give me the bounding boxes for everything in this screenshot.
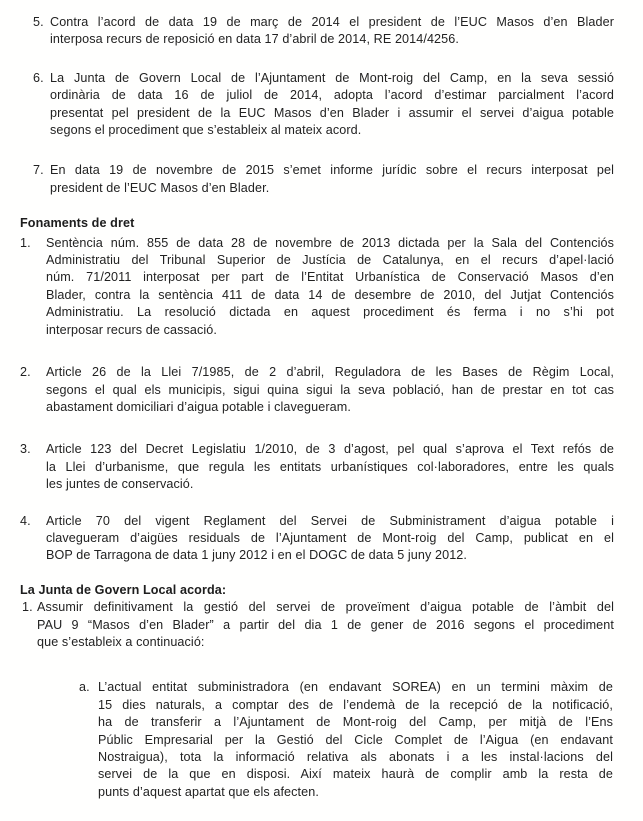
text-line: Públic Empresarial per la Gestió del Cicle Complet de l’Aigua (en endavant [98,732,613,747]
text-line: president de l’EUC Masos d’en Blader. [50,180,270,195]
item-text [46,364,614,416]
text-line: BOP de Tarragona de data 1 juny 2012 i en el DOGC de data 5 juny 2012. [46,548,468,563]
text-line: servei de la que en disposi. Així mateix haurà de complir amb la resta de [98,767,613,782]
text-line: Administratiu del Tribunal Superior de Justícia de Catalunya, en el recurs d’apel·lació [46,253,614,268]
item-number: 1. [22,600,33,615]
item-text [50,70,614,140]
heading-junta-acorda: La Junta de Govern Local acorda: [20,582,227,597]
item-text [46,235,614,339]
text-line: la Llei d’urbanisme, que regula les entitats urbanístiques col·laboradores, entre les quals [46,459,614,474]
item-number: 5. [33,15,44,29]
text-line: ha de transferir a l’Ajuntament de Mont-roig del Camp, per mitjà de l’Ens [98,715,613,730]
text-line: Blader, contra la sentència 411 de data 14 de desembre de 2010, del Jutjat Contenciós [46,287,614,302]
text-line: presentat pel president de la EUC Masos d’en Blader i assumir el servei d’aigua potable [50,105,614,120]
text-line: Assumir definitivament la gestió del servei de proveïment d’aigua potable de l’àmbit del [37,600,614,615]
text-line: Article 70 del vigent Reglament del Servei de Subministrament d’aigua potable i [46,513,614,528]
item-text [50,14,614,49]
item-text [50,162,614,197]
text-line: L’actual entitat subministradora (en endavant SOREA) en un termini màxim de [98,680,613,695]
text-line: La Junta de Govern Local de l’Ajuntament de Mont-roig del Camp, en la seva sessió [50,70,614,85]
heading-fonaments-de-dret: Fonaments de dret [20,216,135,231]
item-number: 7. [33,163,44,178]
item-text [37,599,614,651]
item-number: 3. [20,442,31,457]
text-line: interposa recurs de reposició en data 17 d’abril de 2014, RE 2014/4256. [50,32,459,47]
paragraph-item-7 [33,162,614,197]
scanned-text-layer [0,14,643,801]
fonaments-item-2 [20,364,614,416]
text-line: Administratiu. La resolució dictada en aquest procediment és ferma i no s’hi pot [46,305,614,320]
acorda-subitem-a [79,679,613,801]
text-line: 15 dies naturals, a comptar des de l’endemà de la recepció de la notificació, [98,697,613,712]
item-number: 2. [20,365,31,380]
item-number: 1. [20,235,31,250]
text-line: clavegueram d’aigües residuals de l’Ajuntament de Mont-roig del Camp, publicat en el [46,530,614,545]
acorda-item-1 [22,599,614,651]
text-line: les juntes de conservació. [46,477,194,492]
text-line: PAU 9 “Masos d’en Blader” a partir del dia 1 de gener de 2016 segons el procediment [37,617,614,632]
fonaments-item-1 [20,235,614,339]
text-line: ordinària de data 16 de juliol de 2014, adopta l’acord d’estimar parcialment l’acord [50,88,614,103]
fonaments-item-3 [20,441,614,493]
paragraph-item-6 [33,70,614,140]
paragraph-item-5 [33,14,614,49]
fonaments-item-4 [20,513,614,565]
item-number: 4. [20,513,31,528]
text-line: segons el procediment que s’estableix al mateix acord. [50,123,362,138]
item-text [46,441,614,493]
item-text [46,513,614,565]
text-line: interposar recurs de cassació. [46,322,217,337]
item-letter: a. [79,680,90,695]
text-line: En data 19 de novembre de 2015 s’emet informe jurídic sobre el recurs interposat pel [50,163,614,178]
text-line: abastament domiciliari d’aigua potable i clavegueram. [46,399,351,414]
text-line: Contra l’acord de data 19 de març de 2014 el president de l’EUC Masos d’en Blader [50,15,614,29]
text-line: punts d’aquest apartat que els afecten. [98,784,319,799]
item-text [98,679,613,801]
text-line: núm. 71/2011 interposat per part de l’Entitat Urbanística de Conservació Masos d’en [46,270,614,285]
text-line: Article 123 del Decret Legislatiu 1/2010, de 3 d’agost, pel qual s’aprova el Text refós de [46,442,614,457]
item-number: 6. [33,70,44,85]
text-line: Article 26 de la Llei 7/1985, de 2 d’abril, Reguladora de les Bases de Règim Local, [46,365,614,380]
text-line: segons el qual els municipis, sigui quina sigui la seva població, han de prestar en tot cas [46,382,614,397]
text-line: que s’estableix a continuació: [37,634,205,649]
text-line: Sentència núm. 855 de data 28 de novembre de 2013 dictada per la Sala del Contenciós [46,235,614,250]
text-line: Nostraigua), tota la informació relativa als abonats i a les instal·lacions del [98,750,613,764]
